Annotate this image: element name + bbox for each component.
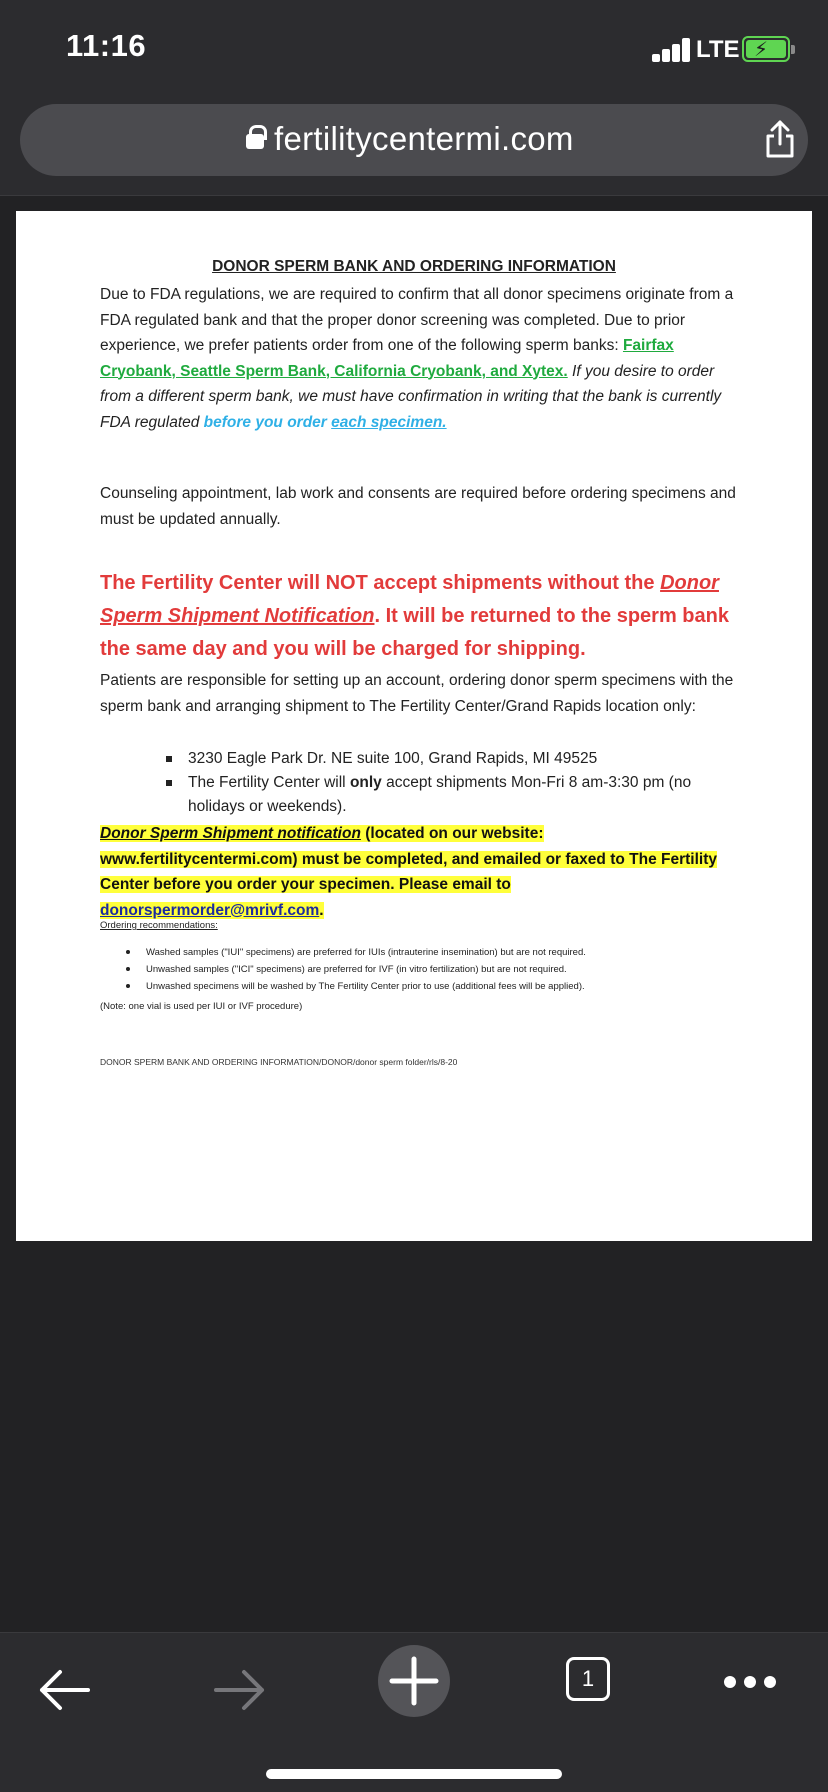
email-link[interactable]: donorspermorder@mrivf.com	[100, 901, 320, 919]
forward-button[interactable]	[204, 1655, 274, 1725]
location-list	[166, 747, 726, 819]
more-options-icon[interactable]	[724, 1675, 784, 1693]
document-footer: DONOR SPERM BANK AND ORDERING INFORMATION/DONOR/donor sperm folder/rls/8-20	[100, 1057, 458, 1067]
patients-paragraph: Patients are responsible for setting up an account, ordering donor sperm specimens with the sperm bank and arranging shipment to The Fertility Center/Grand Rapids location only:	[100, 672, 734, 715]
fda-paragraph	[100, 282, 740, 435]
plus-icon	[378, 1645, 450, 1717]
tab-switcher-button[interactable]: 1	[566, 1657, 610, 1701]
highlight-text-a: (located on our website: www.fertilitycentermi.com) must be completed, and emailed or faxed to The Fertility Center before you order your specimen. Please email to	[100, 825, 717, 893]
forward-arrow-icon	[204, 1655, 274, 1725]
vial-note: (Note: one vial is used per IUI or IVF procedure)	[100, 1001, 303, 1012]
share-icon[interactable]	[762, 118, 798, 160]
back-arrow-icon	[30, 1655, 100, 1725]
ordering-item: Washed samples ("IUI" specimens) are preferred for IUIs (intrauterine insemination) but are not required.	[126, 944, 746, 961]
ordering-item: Unwashed samples ("ICI" specimens) are preferred for IVF (in vitro fertilization) but are not required.	[126, 961, 746, 978]
signal-icon	[652, 38, 698, 62]
fda-text-a: Due to FDA regulations, we are required to confirm that all donor specimens originate from a FDA regulated bank and that the proper donor screening was completed. Due to prior experience, we prefer patients order from one of the following sperm banks:	[100, 286, 734, 354]
browser-toolbar	[0, 1632, 828, 1792]
shipment-warning	[100, 567, 750, 666]
status-bar	[0, 0, 828, 96]
each-specimen-link[interactable]: each specimen.	[331, 413, 447, 431]
battery-icon: ⚡	[742, 36, 790, 62]
ordering-list	[126, 944, 746, 995]
document-viewer[interactable]	[0, 197, 828, 1632]
ordering-item: Unwashed specimens will be washed by The Fertility Center prior to use (additional fees will be applied).	[126, 978, 746, 995]
notification-form-link[interactable]: Donor Sperm Shipment notification	[100, 825, 361, 842]
notification-highlight: Donor Sperm Shipment notification (located on our website: www.fertilitycentermi.com) must be completed, and emailed or faxed to The Fertility Center before you order your specimen. Please email to donorspermorder@mrivf.com.	[100, 825, 717, 919]
before-order-link[interactable]: before you order	[203, 413, 327, 431]
network-type: LTE	[696, 36, 740, 63]
status-time: 11:16	[66, 28, 147, 63]
shipment-notification-link[interactable]: Donor Sperm Shipment Notification	[100, 572, 719, 627]
fda-text-b: If you desire to order from a different sperm bank, we must have confirmation in writing that the bank is currently FDA regulated	[100, 362, 722, 431]
home-indicator[interactable]	[266, 1769, 562, 1779]
url-text[interactable]: fertilitycentermi.com	[274, 120, 574, 157]
accept-hours-item: The Fertility Center will only accept shipments Mon-Fri 8 am-3:30 pm (no holidays or weekends).	[166, 771, 726, 819]
document-title: DONOR SPERM BANK AND ORDERING INFORMATION	[212, 258, 616, 275]
ordering-heading: Ordering recommendations:	[100, 920, 218, 931]
counseling-paragraph: Counseling appointment, lab work and consents are required before ordering specimens and must be updated annually.	[100, 485, 736, 528]
new-tab-button[interactable]	[378, 1645, 450, 1717]
lock-icon	[246, 134, 264, 149]
address-item: 3230 Eagle Park Dr. NE suite 100, Grand Rapids, MI 49525	[166, 747, 726, 771]
document-page	[16, 211, 812, 1241]
warning-text-b: . It will be returned to the sperm bank the same day and you will be charged for shipping.	[100, 605, 729, 660]
sperm-banks-link[interactable]: Fairfax Cryobank, Seattle Sperm Bank, California Cryobank, and Xytex.	[100, 337, 674, 380]
back-button[interactable]	[30, 1655, 100, 1725]
browser-top-bar	[0, 96, 828, 196]
address-bar[interactable]	[20, 104, 808, 176]
warning-text-a: The Fertility Center will NOT accept shipments without the	[100, 572, 661, 594]
